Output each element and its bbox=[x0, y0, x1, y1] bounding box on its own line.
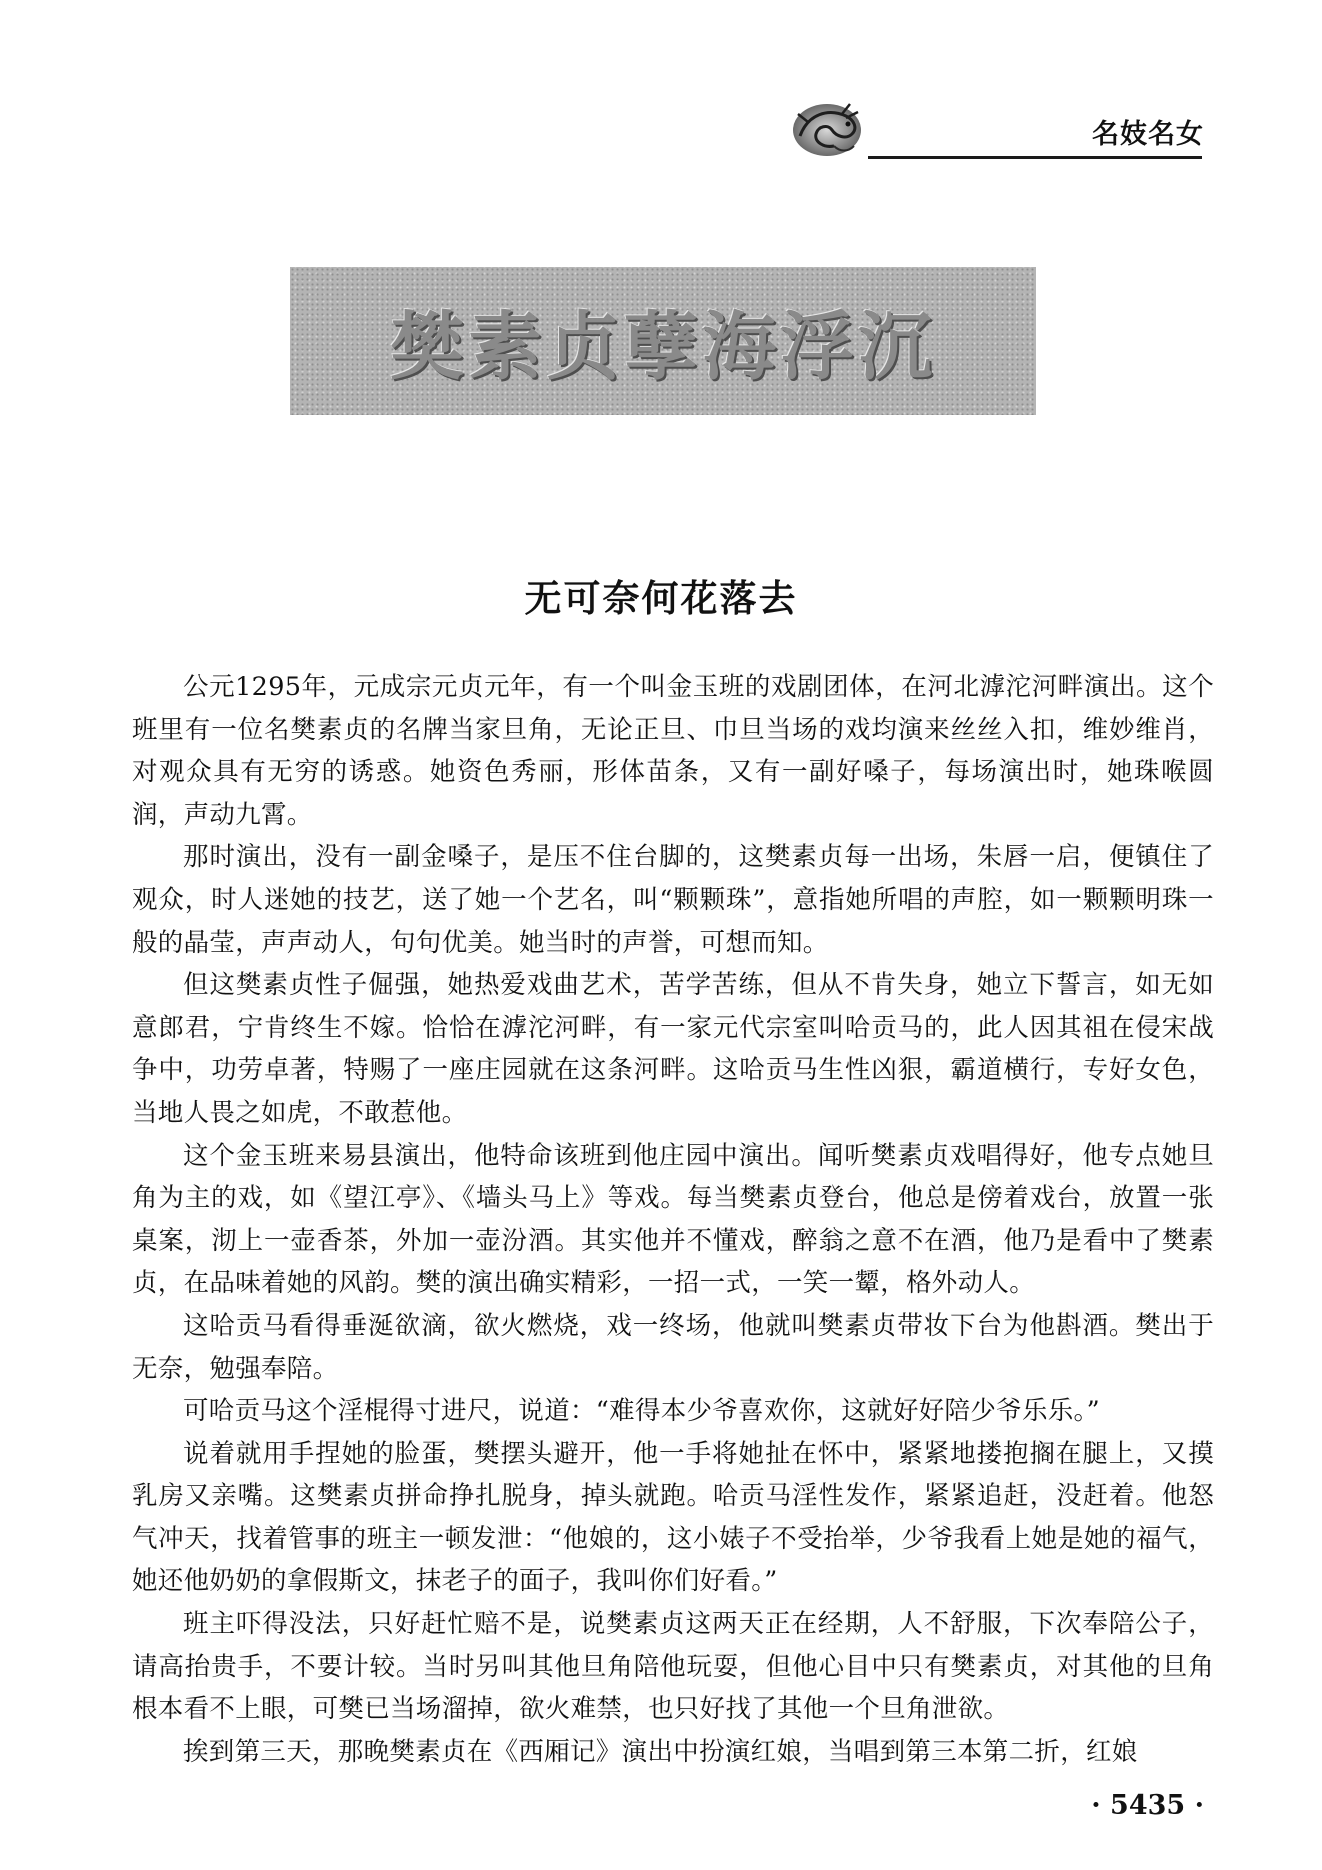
header-rule bbox=[868, 156, 1202, 159]
chapter-title: 樊素贞孽海浮沉 bbox=[390, 304, 936, 390]
paragraph: 可哈贡马这个淫棍得寸进尺，说道：“难得本少爷喜欢你，这就好好陪少爷乐乐。” bbox=[183, 1396, 1100, 1427]
chapter-title-banner bbox=[290, 267, 1036, 415]
body-text bbox=[132, 666, 1214, 1773]
paragraph: 挨到第三天，那晚樊素贞在《西厢记》演出中扮演红娘，当唱到第三本第二折，红娘 bbox=[183, 1736, 1138, 1767]
paragraph: 但这樊素贞性子倔强，她热爱戏曲艺术，苦学苦练，但从不肯失身，她立下誓言，如无如意郎君，宁肯终生不嫁。恰恰在滹沱河畔，有一家元代宗室叫哈贡马的，此人因其祖在侵宋战争中，功劳卓著，特赐了一座庄园就在这条河畔。这哈贡马生性凶狠，霸道横行，专好女色，当地人畏之如虎，不敢惹他。 bbox=[132, 970, 1214, 1128]
paragraph: 那时演出，没有一副金嗓子，是压不住台脚的，这樊素贞每一出场，朱唇一启，便镇住了观众，时人迷她的技艺，送了她一个艺名，叫“颗颗珠”，意指她所唱的声腔，如一颗颗明珠一般的晶莹，声声动人，句句优美。她当时的声誉，可想而知。 bbox=[132, 842, 1214, 958]
paragraph: 班主吓得没法，只好赶忙赔不是，说樊素贞这两天正在经期，人不舒服，下次奉陪公子，请高抬贵手，不要计较。当时另叫其他旦角陪他玩耍，但他心目中只有樊素贞，对其他的旦角根本看不上眼，可樊已当场溜掉，欲火难禁，也只好找了其他一个旦角泄欲。 bbox=[132, 1609, 1214, 1725]
paragraph: 说着就用手捏她的脸蛋，樊摆头避开，他一手将她扯在怀中，紧紧地搂抱搁在腿上，又摸乳房又亲嘴。这樊素贞拼命挣扎脱身，掉头就跑。哈贡马淫性发作，紧紧追赶，没赶着。他怒气冲天，找着管事的班主一顿发泄：“他娘的，这小婊子不受抬举，少爷我看上她是她的福气，她还他奶奶的拿假斯文，抹老子的面子，我叫你们好看。” bbox=[132, 1438, 1214, 1597]
dragon-emblem-icon bbox=[788, 96, 866, 162]
section-title: 无可奈何花落去 bbox=[524, 577, 798, 620]
running-header-title: 名妓名女 bbox=[1092, 119, 1204, 150]
paragraph: 公元1295年，元成宗元贞元年，有一个叫金玉班的戏剧团体，在河北滹沱河畔演出。这个班里有一位名樊素贞的名牌当家旦角，无论正旦、巾旦当场的戏均演来丝丝入扣，维妙维肖，对观众具有无穷的诱惑。她资色秀丽，形体苗条，又有一副好嗓子，每场演出时，她珠喉圆润，声动九霄。 bbox=[132, 672, 1214, 830]
page-number: · 5435 · bbox=[1091, 1790, 1204, 1821]
paragraph: 这个金玉班来易县演出，他特命该班到他庄园中演出。闻听樊素贞戏唱得好，他专点她旦角为主的戏，如《望江亭》、《墙头马上》等戏。每当樊素贞登台，他总是傍着戏台，放置一张桌案，沏上一壶香茶，外加一壶汾酒。其实他并不懂戏，醉翁之意不在酒，他乃是看中了樊素贞，在品味着她的风韵。樊的演出确实精彩，一招一式，一笑一颦，格外动人。 bbox=[132, 1140, 1214, 1299]
paragraph: 这哈贡马看得垂涎欲滴，欲火燃烧，戏一终场，他就叫樊素贞带妆下台为他斟酒。樊出于无奈，勉强奉陪。 bbox=[132, 1310, 1214, 1384]
